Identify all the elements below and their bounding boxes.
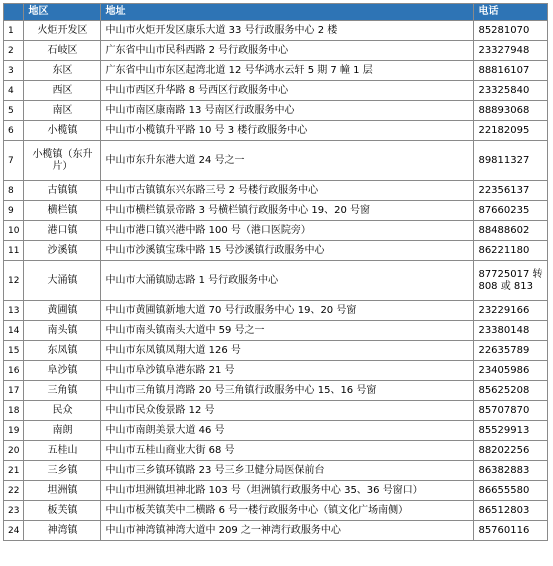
row-area: 小榄镇 xyxy=(24,121,101,141)
row-area: 火炬开发区 xyxy=(24,21,101,41)
row-area: 小榄镇（东升片） xyxy=(24,141,101,181)
table-row xyxy=(4,441,548,461)
row-phone: 23327948 xyxy=(474,41,548,61)
row-index: 1 xyxy=(4,21,24,41)
table-header-row xyxy=(4,4,548,21)
row-address: 中山市西区升华路 8 号西区行政服务中心 xyxy=(101,81,474,101)
row-area: 港口镇 xyxy=(24,221,101,241)
row-address: 中山市神湾镇神湾大道中 209 之一神湾行政服务中心 xyxy=(101,521,474,541)
row-address: 中山市沙溪镇宝珠中路 15 号沙溪镇行政服务中心 xyxy=(101,241,474,261)
row-address: 中山市南区康南路 13 号南区行政服务中心 xyxy=(101,101,474,121)
table-row xyxy=(4,361,548,381)
row-area: 五桂山 xyxy=(24,441,101,461)
row-phone: 23405986 xyxy=(474,361,548,381)
row-area: 三乡镇 xyxy=(24,461,101,481)
row-phone: 88816107 xyxy=(474,61,548,81)
service-center-table xyxy=(3,3,548,541)
table-row xyxy=(4,41,548,61)
row-phone: 88202256 xyxy=(474,441,548,461)
row-phone: 87725017 转 808 或 813 xyxy=(474,261,548,301)
table-row xyxy=(4,481,548,501)
table-row xyxy=(4,521,548,541)
header-address: 地址 xyxy=(101,4,474,21)
table-row xyxy=(4,141,548,181)
row-index: 15 xyxy=(4,341,24,361)
row-index: 13 xyxy=(4,301,24,321)
row-index: 24 xyxy=(4,521,24,541)
table-row xyxy=(4,381,548,401)
table-row xyxy=(4,321,548,341)
row-address: 中山市三乡镇环镇路 23 号三乡卫健分局医保前台 xyxy=(101,461,474,481)
row-index: 10 xyxy=(4,221,24,241)
row-index: 17 xyxy=(4,381,24,401)
table-row xyxy=(4,241,548,261)
table-row xyxy=(4,401,548,421)
table-row xyxy=(4,61,548,81)
row-address: 中山市南朗美景大道 46 号 xyxy=(101,421,474,441)
row-address: 中山市横栏镇景帝路 3 号横栏镇行政服务中心 19、20 号窗 xyxy=(101,201,474,221)
service-center-table-wrapper xyxy=(3,3,548,541)
row-phone: 88488602 xyxy=(474,221,548,241)
row-area: 南朗 xyxy=(24,421,101,441)
row-area: 坦洲镇 xyxy=(24,481,101,501)
row-index: 8 xyxy=(4,181,24,201)
table-row xyxy=(4,341,548,361)
row-area: 东区 xyxy=(24,61,101,81)
table-row xyxy=(4,201,548,221)
row-address: 中山市大涌镇励志路 1 号行政服务中心 xyxy=(101,261,474,301)
row-area: 大涌镇 xyxy=(24,261,101,301)
row-phone: 85707870 xyxy=(474,401,548,421)
row-phone: 87660235 xyxy=(474,201,548,221)
table-row xyxy=(4,81,548,101)
row-phone: 22635789 xyxy=(474,341,548,361)
table-row xyxy=(4,121,548,141)
row-area: 东凤镇 xyxy=(24,341,101,361)
row-index: 22 xyxy=(4,481,24,501)
row-area: 古镇镇 xyxy=(24,181,101,201)
row-address: 中山市五桂山商业大街 68 号 xyxy=(101,441,474,461)
table-row xyxy=(4,261,548,301)
row-address: 中山市东凤镇凤翔大道 126 号 xyxy=(101,341,474,361)
row-index: 7 xyxy=(4,141,24,181)
row-phone: 85529913 xyxy=(474,421,548,441)
row-index: 19 xyxy=(4,421,24,441)
row-address: 中山市三角镇月湾路 20 号三角镇行政服务中心 15、16 号窗 xyxy=(101,381,474,401)
row-phone: 85760116 xyxy=(474,521,548,541)
table-row xyxy=(4,501,548,521)
row-area: 民众 xyxy=(24,401,101,421)
row-index: 2 xyxy=(4,41,24,61)
row-address: 中山市坦洲镇坦神北路 103 号（坦洲镇行政服务中心 35、36 号窗口） xyxy=(101,481,474,501)
row-area: 三角镇 xyxy=(24,381,101,401)
row-phone: 85625208 xyxy=(474,381,548,401)
row-address: 中山市小榄镇升平路 10 号 3 楼行政服务中心 xyxy=(101,121,474,141)
row-phone: 89811327 xyxy=(474,141,548,181)
row-index: 6 xyxy=(4,121,24,141)
row-phone: 23325840 xyxy=(474,81,548,101)
table-row xyxy=(4,181,548,201)
table-body xyxy=(4,21,548,541)
row-area: 阜沙镇 xyxy=(24,361,101,381)
row-index: 4 xyxy=(4,81,24,101)
header-phone: 电话 xyxy=(474,4,548,21)
header-area: 地区 xyxy=(24,4,101,21)
row-phone: 23229166 xyxy=(474,301,548,321)
row-index: 20 xyxy=(4,441,24,461)
table-row xyxy=(4,101,548,121)
row-address: 中山市南头镇南头大道中 59 号之一 xyxy=(101,321,474,341)
row-phone: 86655580 xyxy=(474,481,548,501)
row-phone: 22356137 xyxy=(474,181,548,201)
row-index: 3 xyxy=(4,61,24,81)
row-area: 西区 xyxy=(24,81,101,101)
row-area: 神湾镇 xyxy=(24,521,101,541)
table-row xyxy=(4,221,548,241)
row-address: 中山市港口镇兴港中路 100 号（港口医院旁） xyxy=(101,221,474,241)
row-index: 11 xyxy=(4,241,24,261)
table-row xyxy=(4,461,548,481)
row-area: 石岐区 xyxy=(24,41,101,61)
row-address: 中山市板芙镇芙中二横路 6 号一楼行政服务中心（镇文化广场南侧） xyxy=(101,501,474,521)
row-phone: 22182095 xyxy=(474,121,548,141)
row-index: 16 xyxy=(4,361,24,381)
row-phone: 86382883 xyxy=(474,461,548,481)
row-index: 12 xyxy=(4,261,24,301)
row-address: 中山市民众俊景路 12 号 xyxy=(101,401,474,421)
row-index: 18 xyxy=(4,401,24,421)
row-phone: 86221180 xyxy=(474,241,548,261)
row-area: 南区 xyxy=(24,101,101,121)
table-row xyxy=(4,421,548,441)
row-index: 23 xyxy=(4,501,24,521)
row-address: 中山市古镇镇东兴东路三号 2 号楼行政服务中心 xyxy=(101,181,474,201)
row-area: 南头镇 xyxy=(24,321,101,341)
row-index: 5 xyxy=(4,101,24,121)
row-index: 9 xyxy=(4,201,24,221)
row-address: 广东省中山市民科西路 2 号行政服务中心 xyxy=(101,41,474,61)
row-area: 板芙镇 xyxy=(24,501,101,521)
row-phone: 86512803 xyxy=(474,501,548,521)
row-address: 中山市黄圃镇新地大道 70 号行政服务中心 19、20 号窗 xyxy=(101,301,474,321)
row-area: 沙溪镇 xyxy=(24,241,101,261)
header-index xyxy=(4,4,24,21)
row-address: 中山市阜沙镇阜港东路 21 号 xyxy=(101,361,474,381)
table-row xyxy=(4,21,548,41)
row-area: 黄圃镇 xyxy=(24,301,101,321)
row-phone: 88893068 xyxy=(474,101,548,121)
table-row xyxy=(4,301,548,321)
row-index: 14 xyxy=(4,321,24,341)
row-address: 中山市火炬开发区康乐大道 33 号行政服务中心 2 楼 xyxy=(101,21,474,41)
row-area: 横栏镇 xyxy=(24,201,101,221)
row-index: 21 xyxy=(4,461,24,481)
row-address: 广东省中山市东区起湾北道 12 号华鸿水云轩 5 期 7 幢 1 层 xyxy=(101,61,474,81)
row-phone: 85281070 xyxy=(474,21,548,41)
row-address: 中山市东升东港大道 24 号之一 xyxy=(101,141,474,181)
row-phone: 23380148 xyxy=(474,321,548,341)
